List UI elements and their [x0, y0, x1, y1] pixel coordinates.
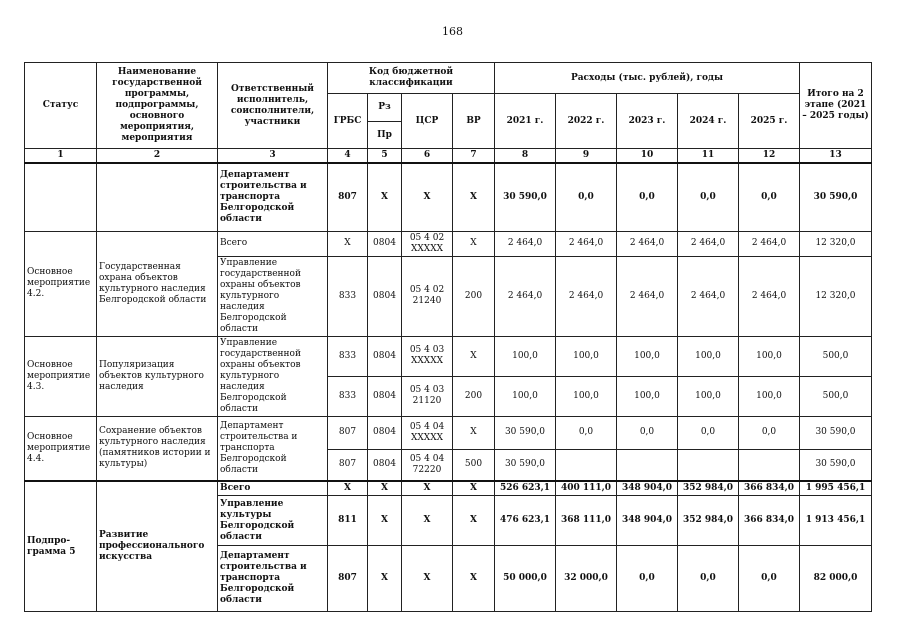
csr-cell: Х	[402, 163, 453, 231]
value-2021: 50 000,0	[495, 546, 556, 612]
rzpr-cell: 0804	[368, 416, 402, 449]
csr-cell: 05 4 04 ХХХХХ	[402, 416, 453, 449]
status-cell: Основное мероприятие 4.2.	[25, 231, 97, 336]
value-2021: 2 464,0	[495, 256, 556, 336]
grbs-cell: Х	[328, 231, 368, 256]
value-2025: 2 464,0	[739, 256, 800, 336]
col-number: 5	[368, 149, 402, 164]
header-expenses: Расходы (тыс. рублей), годы	[495, 63, 800, 94]
value-2021: 476 623,1	[495, 496, 556, 546]
name-cell: Сохранение объектов культурного наследия (памятников истории и культуры)	[97, 416, 218, 481]
rzpr-cell: 0804	[368, 376, 402, 416]
rzpr-cell: Х	[368, 496, 402, 546]
value-2025: 100,0	[739, 336, 800, 376]
value-2021: 100,0	[495, 336, 556, 376]
value-total: 12 320,0	[800, 231, 872, 256]
vr-cell: Х	[453, 336, 495, 376]
name-cell: Развитие профессионального искусства	[97, 481, 218, 612]
value-2024: 100,0	[678, 336, 739, 376]
col-number: 8	[495, 149, 556, 164]
rzpr-cell: 0804	[368, 449, 402, 481]
header-executor: Ответственный исполнитель, соисполнители, участники	[218, 63, 328, 149]
col-number: 2	[97, 149, 218, 164]
value-2023: 348 904,0	[617, 496, 678, 546]
vr-cell: 500	[453, 449, 495, 481]
csr-cell: Х	[402, 496, 453, 546]
budget-table	[24, 62, 872, 612]
value-2024: 2 464,0	[678, 231, 739, 256]
header-grbs: ГРБС	[328, 94, 368, 149]
value-2022: 100,0	[556, 336, 617, 376]
table-row	[25, 231, 872, 256]
header-rz: Рз	[368, 94, 402, 122]
value-2023: 0,0	[617, 163, 678, 231]
csr-cell: 05 4 04 72220	[402, 449, 453, 481]
value-total: 500,0	[800, 336, 872, 376]
csr-cell: Х	[402, 481, 453, 496]
value-2022: 0,0	[556, 416, 617, 449]
col-number: 3	[218, 149, 328, 164]
vr-cell: Х	[453, 163, 495, 231]
col-number: 12	[739, 149, 800, 164]
executor-cell: Управление государственной охраны объектов культурного наследия Белгородской области	[218, 336, 328, 416]
table-row	[25, 416, 872, 449]
executor-cell: Управление культуры Белгородской области	[218, 496, 328, 546]
grbs-cell: 811	[328, 496, 368, 546]
value-2021: 30 590,0	[495, 163, 556, 231]
name-cell: Государственная охрана объектов культурного наследия Белгородской области	[97, 231, 218, 336]
csr-cell: 05 4 02 21240	[402, 256, 453, 336]
status-cell	[25, 163, 97, 231]
value-2023: 348 904,0	[617, 481, 678, 496]
value-2021: 2 464,0	[495, 231, 556, 256]
name-cell: Популяризация объектов культурного наследия	[97, 336, 218, 416]
executor-cell: Управление государственной охраны объектов культурного наследия Белгородской области	[218, 256, 328, 336]
rzpr-cell: 0804	[368, 231, 402, 256]
header-status: Статус	[25, 63, 97, 149]
grbs-cell: 833	[328, 336, 368, 376]
col-number: 9	[556, 149, 617, 164]
value-2023: 100,0	[617, 376, 678, 416]
table-row	[25, 481, 872, 496]
vr-cell: 200	[453, 256, 495, 336]
vr-cell: 200	[453, 376, 495, 416]
value-2022: 32 000,0	[556, 546, 617, 612]
value-total: 1 995 456,1	[800, 481, 872, 496]
value-2023: 2 464,0	[617, 256, 678, 336]
grbs-cell: 807	[328, 449, 368, 481]
header-2022: 2022 г.	[556, 94, 617, 149]
value-2021: 526 623,1	[495, 481, 556, 496]
col-number: 11	[678, 149, 739, 164]
value-2021: 30 590,0	[495, 416, 556, 449]
value-2025: 366 834,0	[739, 496, 800, 546]
value-2025: 2 464,0	[739, 231, 800, 256]
executor-cell: Всего	[218, 481, 328, 496]
col-number: 1	[25, 149, 97, 164]
rzpr-cell: 0804	[368, 256, 402, 336]
grbs-cell: 833	[328, 376, 368, 416]
value-2022: 2 464,0	[556, 231, 617, 256]
value-2021: 30 590,0	[495, 449, 556, 481]
vr-cell: Х	[453, 481, 495, 496]
value-2025: 0,0	[739, 546, 800, 612]
status-cell: Подпро-грамма 5	[25, 481, 97, 612]
value-2022: 0,0	[556, 163, 617, 231]
header-2025: 2025 г.	[739, 94, 800, 149]
value-2025: 100,0	[739, 376, 800, 416]
grbs-cell: Х	[328, 481, 368, 496]
value-2024: 2 464,0	[678, 256, 739, 336]
executor-cell: Департамент строительства и транспорта Белгородской области	[218, 163, 328, 231]
header-csr: ЦСР	[402, 94, 453, 149]
page-number: 168	[442, 25, 463, 38]
value-2023	[617, 449, 678, 481]
name-cell	[97, 163, 218, 231]
grbs-cell: 807	[328, 163, 368, 231]
csr-cell: Х	[402, 546, 453, 612]
value-2022: 100,0	[556, 376, 617, 416]
vr-cell: Х	[453, 416, 495, 449]
header-2023: 2023 г.	[617, 94, 678, 149]
status-cell: Основное мероприятие 4.4.	[25, 416, 97, 481]
value-2024: 0,0	[678, 416, 739, 449]
value-2022	[556, 449, 617, 481]
status-cell: Основное мероприятие 4.3.	[25, 336, 97, 416]
value-2024: 352 984,0	[678, 496, 739, 546]
value-2024: 100,0	[678, 376, 739, 416]
table-row	[25, 336, 872, 376]
csr-cell: 05 4 03 ХХХХХ	[402, 336, 453, 376]
header-vr: ВР	[453, 94, 495, 149]
value-total: 12 320,0	[800, 256, 872, 336]
executor-cell: Департамент строительства и транспорта Белгородской области	[218, 546, 328, 612]
value-2022: 400 111,0	[556, 481, 617, 496]
value-total: 82 000,0	[800, 546, 872, 612]
grbs-cell: 807	[328, 546, 368, 612]
value-total: 30 590,0	[800, 416, 872, 449]
value-2023: 2 464,0	[617, 231, 678, 256]
value-2024	[678, 449, 739, 481]
rzpr-cell: Х	[368, 481, 402, 496]
value-total: 30 590,0	[800, 449, 872, 481]
col-number: 10	[617, 149, 678, 164]
value-2022: 2 464,0	[556, 256, 617, 336]
value-2025: 0,0	[739, 416, 800, 449]
csr-cell: 05 4 02 ХХХХХ	[402, 231, 453, 256]
value-2024: 352 984,0	[678, 481, 739, 496]
header-budget-code: Код бюджетной классификации	[328, 63, 495, 94]
value-2023: 0,0	[617, 416, 678, 449]
value-total: 500,0	[800, 376, 872, 416]
grbs-cell: 833	[328, 256, 368, 336]
value-2025	[739, 449, 800, 481]
header-2024: 2024 г.	[678, 94, 739, 149]
col-number: 13	[800, 149, 872, 164]
value-2021: 100,0	[495, 376, 556, 416]
grbs-cell: 807	[328, 416, 368, 449]
rzpr-cell: 0804	[368, 336, 402, 376]
table-row	[25, 163, 872, 231]
value-2023: 100,0	[617, 336, 678, 376]
executor-cell: Департамент строительства и транспорта Белгородской области	[218, 416, 328, 481]
value-2022: 368 111,0	[556, 496, 617, 546]
value-2023: 0,0	[617, 546, 678, 612]
header-total: Итого на 2 этапе (2021 – 2025 годы)	[800, 63, 872, 149]
value-2025: 0,0	[739, 163, 800, 231]
vr-cell: Х	[453, 231, 495, 256]
value-2024: 0,0	[678, 163, 739, 231]
csr-cell: 05 4 03 21120	[402, 376, 453, 416]
value-total: 1 913 456,1	[800, 496, 872, 546]
col-number: 7	[453, 149, 495, 164]
header-pr: Пр	[368, 122, 402, 149]
rzpr-cell: Х	[368, 163, 402, 231]
value-total: 30 590,0	[800, 163, 872, 231]
vr-cell: Х	[453, 546, 495, 612]
value-2024: 0,0	[678, 546, 739, 612]
header-2021: 2021 г.	[495, 94, 556, 149]
col-number: 6	[402, 149, 453, 164]
value-2025: 366 834,0	[739, 481, 800, 496]
col-number: 4	[328, 149, 368, 164]
header-name: Наименование государственной программы, подпрограммы, основного мероприятия, мероприятия	[97, 63, 218, 149]
vr-cell: Х	[453, 496, 495, 546]
executor-cell: Всего	[218, 231, 328, 256]
rzpr-cell: Х	[368, 546, 402, 612]
